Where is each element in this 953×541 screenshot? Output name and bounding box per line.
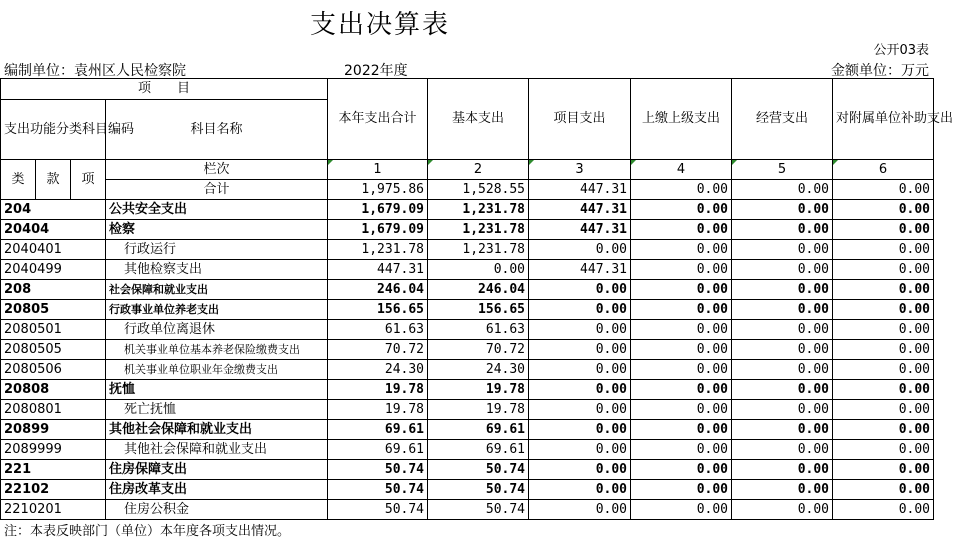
row-value-1: 69.61 bbox=[328, 440, 428, 460]
row-code: 2040401 bbox=[1, 240, 106, 260]
row-value-3: 447.31 bbox=[529, 200, 631, 220]
row-value-2: 1,231.78 bbox=[428, 220, 529, 240]
row-name: 其他社会保障和就业支出 bbox=[106, 440, 328, 460]
total-value-1: 1,975.86 bbox=[328, 180, 428, 200]
row-value-3: 0.00 bbox=[529, 380, 631, 400]
row-value-5: 0.00 bbox=[732, 240, 833, 260]
col-num-3: 3 bbox=[529, 160, 631, 180]
row-value-6: 0.00 bbox=[833, 300, 934, 320]
header-lanci: 栏次 bbox=[106, 160, 328, 180]
table-row bbox=[1, 460, 934, 480]
table-row bbox=[1, 300, 934, 320]
table-row bbox=[1, 440, 934, 460]
row-value-2: 61.63 bbox=[428, 320, 529, 340]
row-value-1: 50.74 bbox=[328, 500, 428, 520]
col-num-4: 4 bbox=[631, 160, 732, 180]
row-value-3: 0.00 bbox=[529, 360, 631, 380]
table-row bbox=[1, 220, 934, 240]
row-value-6: 0.00 bbox=[833, 200, 934, 220]
row-value-6: 0.00 bbox=[833, 400, 934, 420]
table-row bbox=[1, 380, 934, 400]
row-value-2: 1,231.78 bbox=[428, 240, 529, 260]
row-value-3: 0.00 bbox=[529, 340, 631, 360]
row-value-5: 0.00 bbox=[732, 320, 833, 340]
row-value-6: 0.00 bbox=[833, 380, 934, 400]
money-unit: 金额单位：万元 bbox=[831, 63, 929, 79]
row-value-4: 0.00 bbox=[631, 240, 732, 260]
total-value-5: 0.00 bbox=[732, 180, 833, 200]
row-name: 行政事业单位养老支出 bbox=[106, 300, 328, 320]
row-value-6: 0.00 bbox=[833, 460, 934, 480]
table-row bbox=[1, 500, 934, 520]
row-value-1: 61.63 bbox=[328, 320, 428, 340]
row-value-1: 50.74 bbox=[328, 480, 428, 500]
table-row bbox=[1, 480, 934, 500]
row-name: 住房改革支出 bbox=[106, 480, 328, 500]
row-value-3: 0.00 bbox=[529, 400, 631, 420]
row-name: 公共安全支出 bbox=[106, 200, 328, 220]
row-value-4: 0.00 bbox=[631, 300, 732, 320]
row-value-6: 0.00 bbox=[833, 420, 934, 440]
row-value-2: 69.61 bbox=[428, 420, 529, 440]
row-value-1: 246.04 bbox=[328, 280, 428, 300]
row-value-4: 0.00 bbox=[631, 420, 732, 440]
row-code: 2080501 bbox=[1, 320, 106, 340]
col-num-1: 1 bbox=[328, 160, 428, 180]
row-name: 死亡抚恤 bbox=[106, 400, 328, 420]
row-value-2: 50.74 bbox=[428, 500, 529, 520]
row-value-4: 0.00 bbox=[631, 340, 732, 360]
row-value-5: 0.00 bbox=[732, 420, 833, 440]
row-value-5: 0.00 bbox=[732, 440, 833, 460]
row-code: 20805 bbox=[1, 300, 106, 320]
row-code: 2080801 bbox=[1, 400, 106, 420]
row-code: 204 bbox=[1, 200, 106, 220]
table-row bbox=[1, 240, 934, 260]
row-code: 2080506 bbox=[1, 360, 106, 380]
header-col-6: 对附属单位补助支出 bbox=[833, 79, 934, 160]
row-value-6: 0.00 bbox=[833, 280, 934, 300]
row-value-2: 246.04 bbox=[428, 280, 529, 300]
total-label: 合计 bbox=[106, 180, 328, 200]
row-name: 其他社会保障和就业支出 bbox=[106, 420, 328, 440]
row-value-3: 0.00 bbox=[529, 320, 631, 340]
row-value-1: 70.72 bbox=[328, 340, 428, 360]
row-value-4: 0.00 bbox=[631, 220, 732, 240]
row-code: 2210201 bbox=[1, 500, 106, 520]
row-value-3: 0.00 bbox=[529, 240, 631, 260]
row-value-3: 0.00 bbox=[529, 420, 631, 440]
form-number: 公开03表 bbox=[873, 43, 929, 58]
row-value-2: 0.00 bbox=[428, 260, 529, 280]
reporting-unit: 编制单位：袁州区人民检察院 bbox=[4, 63, 186, 79]
row-name: 住房保障支出 bbox=[106, 460, 328, 480]
row-code: 221 bbox=[1, 460, 106, 480]
row-value-1: 1,679.09 bbox=[328, 200, 428, 220]
header-xiang: 项 bbox=[71, 160, 106, 200]
row-value-1: 1,231.78 bbox=[328, 240, 428, 260]
table-row bbox=[1, 400, 934, 420]
row-value-6: 0.00 bbox=[833, 480, 934, 500]
row-value-5: 0.00 bbox=[732, 280, 833, 300]
row-value-2: 19.78 bbox=[428, 380, 529, 400]
row-value-4: 0.00 bbox=[631, 440, 732, 460]
row-value-3: 447.31 bbox=[529, 260, 631, 280]
header-name: 科目名称 bbox=[106, 100, 328, 160]
row-value-2: 24.30 bbox=[428, 360, 529, 380]
table-row bbox=[1, 340, 934, 360]
row-code: 20808 bbox=[1, 380, 106, 400]
row-value-2: 1,231.78 bbox=[428, 200, 529, 220]
row-value-3: 0.00 bbox=[529, 460, 631, 480]
table-body bbox=[1, 200, 934, 520]
row-code: 2080505 bbox=[1, 340, 106, 360]
row-value-2: 70.72 bbox=[428, 340, 529, 360]
page-title: 支出决算表 bbox=[309, 10, 450, 40]
fiscal-year: 2022年度 bbox=[344, 63, 408, 79]
row-value-2: 156.65 bbox=[428, 300, 529, 320]
row-name: 行政运行 bbox=[106, 240, 328, 260]
row-name: 社会保障和就业支出 bbox=[106, 280, 328, 300]
row-value-6: 0.00 bbox=[833, 340, 934, 360]
row-value-4: 0.00 bbox=[631, 500, 732, 520]
row-code: 20899 bbox=[1, 420, 106, 440]
row-value-3: 0.00 bbox=[529, 440, 631, 460]
row-code: 22102 bbox=[1, 480, 106, 500]
row-name: 住房公积金 bbox=[106, 500, 328, 520]
row-value-4: 0.00 bbox=[631, 480, 732, 500]
row-value-4: 0.00 bbox=[631, 320, 732, 340]
total-value-2: 1,528.55 bbox=[428, 180, 529, 200]
row-value-1: 69.61 bbox=[328, 420, 428, 440]
row-value-1: 1,679.09 bbox=[328, 220, 428, 240]
row-code: 20404 bbox=[1, 220, 106, 240]
header-col-5: 经营支出 bbox=[732, 79, 833, 160]
header-col-1: 本年支出合计 bbox=[328, 79, 428, 160]
row-value-5: 0.00 bbox=[732, 500, 833, 520]
row-name: 机关事业单位职业年金缴费支出 bbox=[106, 360, 328, 380]
row-value-1: 50.74 bbox=[328, 460, 428, 480]
row-value-5: 0.00 bbox=[732, 480, 833, 500]
row-value-4: 0.00 bbox=[631, 460, 732, 480]
col-num-6: 6 bbox=[833, 160, 934, 180]
row-value-4: 0.00 bbox=[631, 200, 732, 220]
expenditure-table bbox=[0, 78, 953, 520]
row-name: 其他检察支出 bbox=[106, 260, 328, 280]
row-value-6: 0.00 bbox=[833, 500, 934, 520]
row-value-4: 0.00 bbox=[631, 400, 732, 420]
row-name: 检察 bbox=[106, 220, 328, 240]
row-value-6: 0.00 bbox=[833, 220, 934, 240]
row-value-1: 19.78 bbox=[328, 400, 428, 420]
row-value-3: 0.00 bbox=[529, 500, 631, 520]
row-value-3: 0.00 bbox=[529, 280, 631, 300]
row-value-1: 156.65 bbox=[328, 300, 428, 320]
row-value-3: 0.00 bbox=[529, 480, 631, 500]
row-value-4: 0.00 bbox=[631, 380, 732, 400]
row-value-6: 0.00 bbox=[833, 240, 934, 260]
row-value-1: 19.78 bbox=[328, 380, 428, 400]
row-value-4: 0.00 bbox=[631, 360, 732, 380]
col-num-5: 5 bbox=[732, 160, 833, 180]
row-value-2: 69.61 bbox=[428, 440, 529, 460]
row-value-6: 0.00 bbox=[833, 320, 934, 340]
row-value-5: 0.00 bbox=[732, 460, 833, 480]
row-value-5: 0.00 bbox=[732, 200, 833, 220]
row-value-5: 0.00 bbox=[732, 340, 833, 360]
row-code: 2040499 bbox=[1, 260, 106, 280]
total-value-6: 0.00 bbox=[833, 180, 934, 200]
row-code: 208 bbox=[1, 280, 106, 300]
total-value-3: 447.31 bbox=[529, 180, 631, 200]
table-row bbox=[1, 280, 934, 300]
row-value-3: 0.00 bbox=[529, 300, 631, 320]
row-value-5: 0.00 bbox=[732, 220, 833, 240]
row-value-6: 0.00 bbox=[833, 440, 934, 460]
col-num-2: 2 bbox=[428, 160, 529, 180]
row-value-4: 0.00 bbox=[631, 260, 732, 280]
row-value-2: 50.74 bbox=[428, 460, 529, 480]
row-value-4: 0.00 bbox=[631, 280, 732, 300]
row-name: 行政单位离退休 bbox=[106, 320, 328, 340]
header-kuan: 款 bbox=[36, 160, 71, 200]
total-value-4: 0.00 bbox=[631, 180, 732, 200]
row-value-3: 447.31 bbox=[529, 220, 631, 240]
row-value-1: 447.31 bbox=[328, 260, 428, 280]
row-value-5: 0.00 bbox=[732, 360, 833, 380]
row-name: 机关事业单位基本养老保险缴费支出 bbox=[106, 340, 328, 360]
row-value-5: 0.00 bbox=[732, 400, 833, 420]
row-value-6: 0.00 bbox=[833, 260, 934, 280]
row-value-5: 0.00 bbox=[732, 300, 833, 320]
row-value-1: 24.30 bbox=[328, 360, 428, 380]
row-value-5: 0.00 bbox=[732, 380, 833, 400]
table-row bbox=[1, 260, 934, 280]
row-value-5: 0.00 bbox=[732, 260, 833, 280]
header-item: 项 目 bbox=[1, 79, 328, 100]
header-code: 支出功能分类科目编码 bbox=[1, 100, 106, 160]
table-row bbox=[1, 320, 934, 340]
table-row bbox=[1, 200, 934, 220]
header-col-3: 项目支出 bbox=[529, 79, 631, 160]
table-row bbox=[1, 420, 934, 440]
row-name: 抚恤 bbox=[106, 380, 328, 400]
row-value-2: 50.74 bbox=[428, 480, 529, 500]
header-lei: 类 bbox=[1, 160, 36, 200]
row-value-2: 19.78 bbox=[428, 400, 529, 420]
table-row bbox=[1, 360, 934, 380]
row-value-6: 0.00 bbox=[833, 360, 934, 380]
row-code: 2089999 bbox=[1, 440, 106, 460]
header-col-4: 上缴上级支出 bbox=[631, 79, 732, 160]
footnote: 注：本表反映部门（单位）本年度各项支出情况。 bbox=[4, 524, 291, 539]
header-col-2: 基本支出 bbox=[428, 79, 529, 160]
